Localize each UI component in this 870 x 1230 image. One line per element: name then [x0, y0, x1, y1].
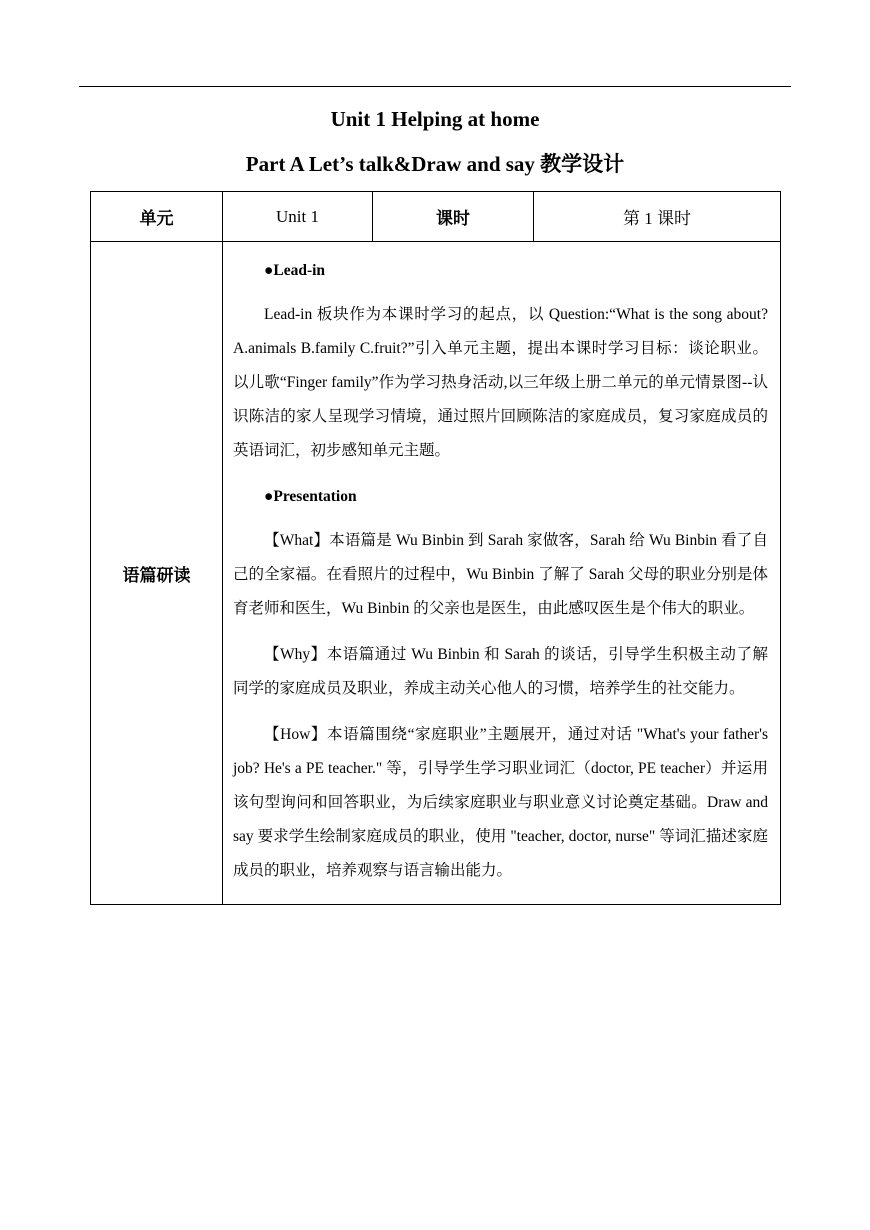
- document-subtitle: Part A Let’s talk&Draw and say 教学设计: [245, 152, 625, 176]
- table-content-row: [91, 242, 781, 905]
- section-label-cell: 语篇研读: [91, 242, 223, 905]
- unit-label-cell: 单元: [91, 192, 223, 242]
- document-title: Unit 1 Helping at home: [330, 107, 540, 131]
- unit-value-cell: Unit 1: [223, 192, 373, 242]
- how-paragraph: 【How】本语篇围绕“家庭职业”主题展开，通过对话 "What's your father's job? He's a PE teacher." 等，引导学生学习职业词汇（doctor, PE teacher）并运用该句型询问和回答职业，为后续家庭职业与职业意义讨论奠定基础。Draw and say 要求学生绘制家庭成员的职业，使用 "teacher, doctor, nurse" 等词汇描述家庭成员的职业，培养观察与语言输出能力。: [233, 726, 768, 879]
- lesson-label-cell: 课时: [373, 192, 534, 242]
- why-paragraph: 【Why】本语篇通过 Wu Binbin 和 Sarah 的谈话，引导学生积极主动了解同学的家庭成员及职业，养成主动关心他人的习惯，培养学生的社交能力。: [233, 646, 768, 697]
- lead-in-heading: ●Lead-in: [264, 262, 326, 279]
- header-rule: [79, 86, 791, 87]
- presentation-heading: ●Presentation: [264, 488, 357, 505]
- table-header-row: [91, 192, 781, 242]
- lesson-plan-table: [90, 191, 781, 905]
- section-content-cell: [223, 242, 781, 905]
- lesson-value-cell: 第 1 课时: [534, 192, 781, 242]
- lead-in-paragraph: Lead-in 板块作为本课时学习的起点，以 Question:“What is the song about? A.animals B.family C.fruit?”引入单元主题，提出本课时学习目标：谈论职业。以儿歌“Finger family”作为学习热身活动,以三年级上册二单元的单元情景图--认识陈洁的家人呈现学习情境，通过照片回顾陈洁的家庭成员，复习家庭成员的英语词汇，初步感知单元主题。: [233, 306, 768, 459]
- what-paragraph: 【What】本语篇是 Wu Binbin 到 Sarah 家做客，Sarah 给 Wu Binbin 看了自己的全家福。在看照片的过程中，Wu Binbin 了解了 Sarah 父母的职业分别是体育老师和医生，Wu Binbin 的父亲也是医生，由此感叹医生是个伟大的职业。: [233, 532, 768, 617]
